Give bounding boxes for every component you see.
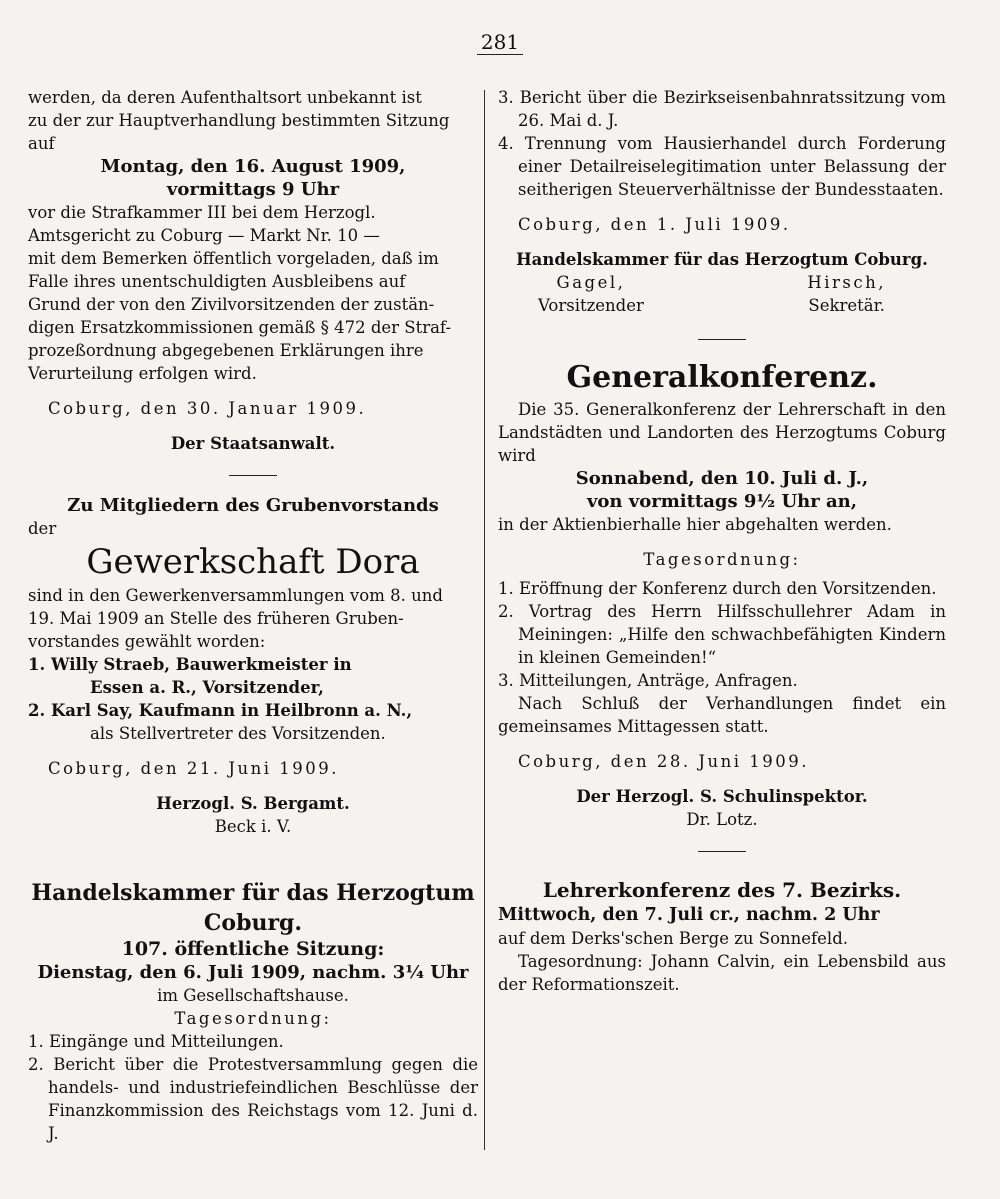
conf-date: Sonnabend, den 10. Juli d. J., [575,468,869,489]
agenda-item: 4. Trennung vom Hausierhandel durch Forderung einer Detailreiselegitimation unter Belassung der seitherigen Steuerverhältnisse der Bundesstaaten. [498,134,946,199]
place-date: Coburg, den 30. Januar 1909. [48,399,367,418]
agenda-label: Tagesordnung: [643,550,801,569]
intro-line: werden, da deren Aufenthaltsort unbekannt ist [28,88,422,107]
signer: Herzogl. S. Bergamt. [156,794,350,813]
section-rule [229,475,277,476]
signer-name: Dr. Lotz. [686,810,758,829]
signer: Der Staatsanwalt. [170,434,336,453]
agenda-label: Tagesordnung: [174,1009,332,1028]
section-rule [698,339,746,340]
place-date: Coburg, den 21. Juni 1909. [48,759,339,778]
signatures [498,271,946,317]
agenda-item: 2. Vortrag des Herrn Hilfsschullehrer Adam in Meiningen: „Hilfe den schwachbefähigten Kindern in kleinen Gemeinden!“ [498,602,946,667]
notice-der: der [28,519,57,538]
notice-gewerkschaft [28,494,478,838]
notice-title: Handelskammer für das Herzogtum Coburg. [31,880,475,936]
body-line: Grund der von den Zivilvorsitzenden der zustän- [28,295,435,314]
session-date: Dienstag, den 6. Juli 1909, nachm. 3¼ Uhr [37,962,469,983]
hearing-date: Montag, den 16. August 1909, [100,156,406,177]
notice-lead: Zu Mitgliedern des Grubenvorstands [67,495,439,516]
lk-agenda: Tagesordnung: Johann Calvin, ein Lebensbild aus der Reformationszeit. [498,952,946,994]
page-number: 281 [0,30,1000,55]
notice-title: Gewerkschaft Dora [86,542,420,582]
body-line: mit dem Bemerken öffentlich vorgeladen, daß im [28,249,439,268]
conf-closing: Nach Schluß der Verhandlungen findet ein gemeinsames Mittagessen statt. [498,694,946,736]
lk-date: Mittwoch, den 7. Juli cr., nachm. 2 Uhr [498,905,880,925]
body-line: vorstandes gewählt worden: [28,632,266,651]
notice-generalkonferenz [498,358,946,831]
agenda-item: 1. Eingänge und Mitteilungen. [28,1032,284,1051]
session-place: im Gesellschaftshause. [157,986,349,1005]
place-date: Coburg, den 1. Juli 1909. [518,215,791,234]
body-line: sind in den Gewerkenversammlungen vom 8. und [28,586,443,605]
member-line: Essen a. R., Vorsitzender, [90,678,324,697]
body-line: prozeßordnung abgegebenen Erklärungen ihre [28,341,424,360]
column-divider [484,90,485,1150]
signature-role: Sekretär. [808,296,885,315]
lk-place: auf dem Derks'schen Berge zu Sonnefeld. [498,929,849,948]
notice-title: Lehrerkonferenz des 7. Bezirks. [542,878,902,902]
signer: Der Herzogl. S. Schulinspektor. [576,787,868,806]
notice-intro: Die 35. Generalkonferenz der Lehrerschaft in den Landstädten und Landorten des Herzogtums Coburg wird [498,400,946,465]
body-line: Falle ihres unentschuldigten Ausbleibens auf [28,272,406,291]
agenda-item: 2. Bericht über die Protestversammlung gegen die handels- und industriefeindlichen Beschlüsse der Finanzkommission des Reichstags vom 12. Juni d. J. [28,1055,478,1143]
left-column [28,86,478,1145]
place-date: Coburg, den 28. Juni 1909. [518,752,809,771]
session-label: 107. öffentliche Sitzung: [121,938,385,960]
signer-deputy: Beck i. V. [214,817,292,836]
section-rule [698,851,746,852]
signature-role: Vorsitzender [538,296,644,315]
signer: Handelskammer für das Herzogtum Coburg. [516,250,928,269]
body-line: 19. Mai 1909 an Stelle des früheren Gruben- [28,609,404,628]
agenda-item: 3. Mitteilungen, Anträge, Anfragen. [498,671,798,690]
hearing-time: vormittags 9 Uhr [166,179,340,200]
agenda-item: 3. Bericht über die Bezirkseisenbahnratssitzung vom 26. Mai d. J. [498,88,946,130]
member-line: 2. Karl Say, Kaufmann in Heilbronn a. N., [28,701,413,720]
body-line: Amtsgericht zu Coburg — Markt Nr. 10 — [28,226,380,245]
conf-place: in der Aktienbierhalle hier abgehalten werden. [498,515,892,534]
right-column [498,86,946,996]
body-line: digen Ersatzkommissionen gemäß § 472 der Straf- [28,318,452,337]
signature-name: Gagel, [556,273,626,292]
conf-time: von vormittags 9½ Uhr an, [586,491,858,512]
intro-line: zu der zur Hauptverhandlung bestimmten Sitzung [28,111,450,130]
agenda-item: 1. Eröffnung der Konferenz durch den Vorsitzenden. [498,579,937,598]
notice-lehrerkonferenz [498,876,946,996]
agenda-continued [498,86,946,201]
body-line: Verurteilung erfolgen wird. [28,364,257,383]
notice-summons [28,86,478,455]
signature-name: Hirsch, [807,273,886,292]
body-line: vor die Strafkammer III bei dem Herzogl. [28,203,376,222]
member-line: 1. Willy Straeb, Bauwerkmeister in [28,655,352,674]
notice-handelskammer [28,878,478,1145]
notice-title: Generalkonferenz. [566,360,878,395]
member-line: als Stellvertreter des Vorsitzenden. [90,724,386,743]
intro-line: auf [28,134,55,153]
